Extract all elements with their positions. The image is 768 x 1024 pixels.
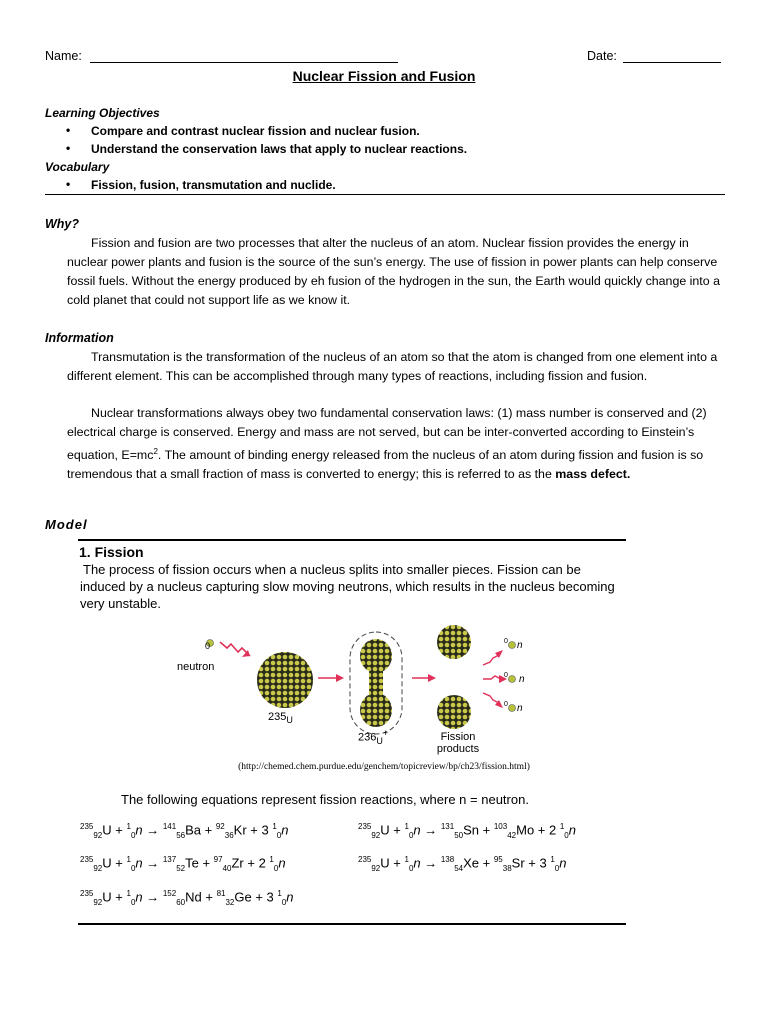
neutron-particle bbox=[509, 705, 516, 712]
section-divider bbox=[45, 194, 725, 195]
page-title: Nuclear Fission and Fusion bbox=[292, 68, 476, 84]
bullet-icon: • bbox=[66, 123, 71, 137]
equation-1: $^{235}_{92}$U + $^1_0$n → $^{141}_{56}$Ba + $^{92}_{36}$Kr + 3 $^1_0$n bbox=[80, 822, 289, 840]
neutron-particle bbox=[509, 642, 516, 649]
equations-intro: The following equations represent fission reactions, where n = neutron. bbox=[121, 792, 529, 807]
fission-diagram bbox=[150, 618, 550, 758]
mass-defect-term: mass defect. bbox=[555, 467, 631, 482]
why-heading: Why? bbox=[45, 217, 80, 231]
equation-5: $^{235}_{92}$U + $^1_0$n → $^{152}_{60}$Nd + $^{81}_{32}$Ge + 3 $^1_0$n bbox=[80, 889, 294, 907]
name-label: Name: bbox=[45, 49, 82, 63]
neutron-zero-label: 0 bbox=[504, 672, 508, 679]
neutron-particle bbox=[509, 676, 516, 683]
equation-2: $^{235}_{92}$U + $^1_0$n → $^{131}_{50}$Sn + $^{103}_{42}$Mo + 2 $^1_0$n bbox=[358, 822, 576, 840]
equation-3: $^{235}_{92}$U + $^1_0$n → $^{137}_{52}$Te + $^{97}_{40}$Zr + 2 $^1_0$n bbox=[80, 855, 286, 873]
objective-item: Understand the conservation laws that apply to nuclear reactions. bbox=[91, 142, 468, 156]
bullet-icon: • bbox=[66, 141, 71, 155]
fission-products-label: Fission products bbox=[436, 731, 480, 755]
neutron-n-label: n bbox=[519, 674, 525, 685]
neutron-label: neutron bbox=[177, 661, 215, 673]
objective-item: Compare and contrast nuclear fission and nuclear fusion. bbox=[91, 124, 420, 138]
neutron-zero-label: 0 bbox=[504, 638, 508, 645]
arrow-right-icon bbox=[336, 674, 344, 682]
fission-section-title: 1. Fission bbox=[79, 544, 144, 560]
equation-4: $^{235}_{92}$U + $^1_0$n → $^{138}_{54}$Xe + $^{95}_{38}$Sr + 3 $^1_0$n bbox=[358, 855, 567, 873]
model-bottom-rule bbox=[78, 923, 626, 925]
fission-product bbox=[437, 625, 471, 659]
u236-label: $236_U^+$ bbox=[358, 728, 389, 746]
information-paragraph-2: Nuclear transformations always obey two fundamental conservation laws: (1) mass number is conserved and (2) electrical charge is conserved. Energy and mass are not served, but can be inter-converted according to Einstein’s equation, $E=mc^2$. The amount of binding energy released from the nucleus of an atom during fission and fusion is so tremendous that a small fraction of mass is converted to energy; this is referred to as the mass defect. bbox=[67, 406, 707, 482]
name-blank-line[interactable] bbox=[90, 62, 398, 63]
neutron-zero-label: 0 bbox=[504, 701, 508, 708]
u235-nucleus bbox=[257, 652, 313, 708]
u235-label: $235_U$ bbox=[268, 711, 293, 726]
date-label: Date: bbox=[587, 49, 617, 63]
fission-section-text: The process of fission occurs when a nucleus splits into smaller pieces. Fission can be induced by a nucleus capturing slow moving neutrons, which results in the nucleus becoming very unstable. bbox=[80, 562, 615, 611]
objectives-heading: Learning Objectives bbox=[45, 106, 160, 120]
neutron-n-label: n bbox=[517, 703, 523, 714]
model-heading: Model bbox=[45, 517, 88, 532]
neutron-n-label: n bbox=[517, 640, 523, 651]
information-heading: Information bbox=[45, 331, 114, 345]
u236-nucleus bbox=[360, 693, 392, 727]
bullet-icon: • bbox=[66, 177, 71, 191]
information-paragraph-1: Transmutation is the transformation of the nucleus of an atom so that the atom is changed from one element into a different element. This can be accomplished through many types of reactions, including fission and fusion. bbox=[67, 350, 718, 383]
vocabulary-heading: Vocabulary bbox=[45, 160, 110, 174]
fission-product bbox=[437, 695, 471, 729]
source-citation: (http://chemed.chem.purdue.edu/genchem/topicreview/bp/ch23/fission.html) bbox=[238, 762, 530, 772]
why-paragraph: Fission and fusion are two processes that alter the nucleus of an atom. Nuclear fission provides the energy in nuclear power plants and fusion is the source of the sun’s energy. The use of fission in power plants can help conserve fossil fuels. Without the energy produced by eh fusion of the hydrogen in the sun, the Earth would quickly change into a cold planet that could not support life as we know it. bbox=[67, 236, 720, 307]
vocabulary-item: Fission, fusion, transmutation and nuclide. bbox=[91, 178, 336, 192]
model-top-rule bbox=[78, 539, 626, 541]
neutron-zero-label: 0 bbox=[205, 641, 211, 651]
arrow-right-icon bbox=[428, 674, 436, 682]
date-blank-line[interactable] bbox=[623, 62, 721, 63]
